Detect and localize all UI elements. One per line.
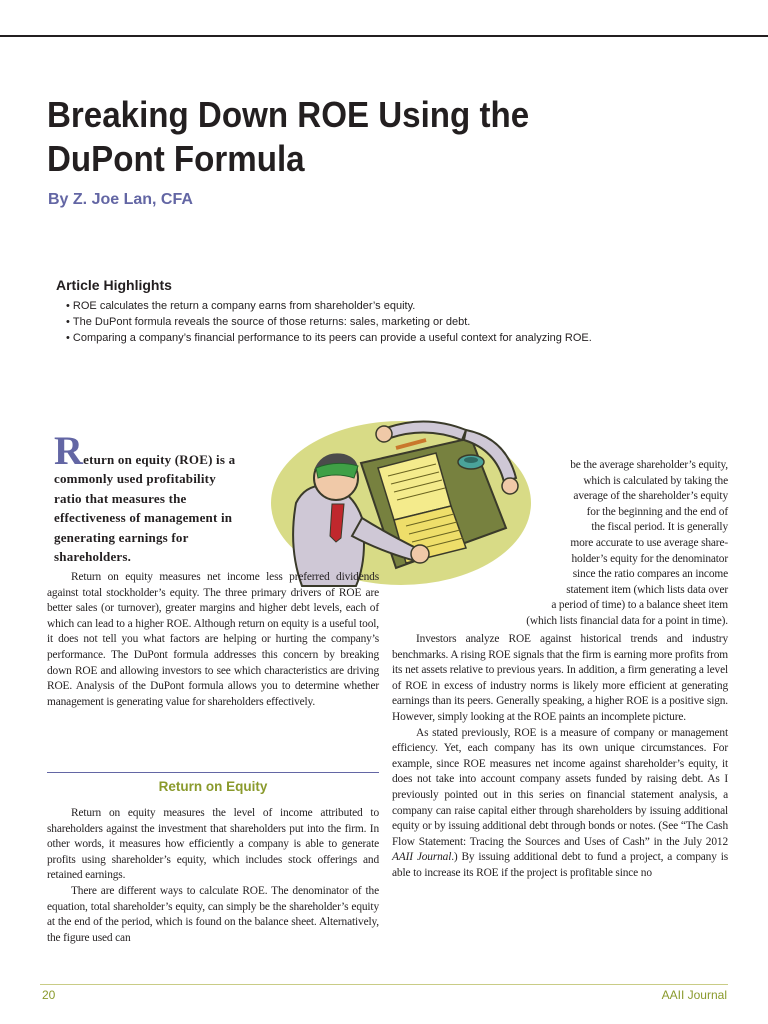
journal-name: AAII Journal xyxy=(661,988,727,1002)
article-title: Breaking Down ROE Using the DuPont Formula xyxy=(47,94,530,179)
footer-rule xyxy=(40,984,728,985)
left-column-bottom xyxy=(47,806,379,946)
highlight-item: • Comparing a company’s financial performance to its peers can provide a useful context for analyzing ROE. xyxy=(66,330,592,346)
wrap-line: average of the shareholder’s equity xyxy=(573,490,728,503)
paragraph-text: As stated previously, ROE is a measure of company or management efficiency. Yet, each company has its own unique circumstances. For example, since ROE measures net income against shareholder’s equity, it does not take into account company assets funded by raising debt. As I previously pointed out in this series on financial statement analysis, a company can raise capital either through shareholders by issuing additional equity or by issuing additional debt through bonds or notes. (See “The Cash Flow Statement: Tracing the Sources and Uses of Cash” in the July 2012 xyxy=(392,726,728,848)
wrap-line: more accurate to use average share- xyxy=(570,536,728,549)
wrap-line: since the ratio compares an income xyxy=(572,568,728,581)
drop-cap: R xyxy=(54,428,84,473)
paragraph-text-end: .) By issuing additional debt to fund a project, a company is able to increase its ROE if the project is profitable since no xyxy=(392,851,728,879)
wrap-line: be the average shareholder’s equity, xyxy=(570,459,728,471)
highlight-item: • ROE calculates the return a company earns from shareholder’s equity. xyxy=(66,298,592,314)
page-number: 20 xyxy=(42,988,56,1002)
body-paragraph xyxy=(392,726,728,882)
body-paragraph: Investors analyze ROE against historical trends and industry benchmarks. A rising ROE signals that the firm is earning more profits from its net assets relative to previous years. In addition, a firm generating a level of ROE in excess of industry norms is likely more efficient at generating earnings than its peers. Generally speaking, a higher ROE is a positive sign. However, simply looking at the ROE paints an incomplete picture. xyxy=(392,633,728,723)
intro-text: eturn on equity (ROE) is a commonly used profitability ratio that measures the effectiveness of management in generating earnings for shareholders. xyxy=(54,452,236,565)
highlight-item: • The DuPont formula reveals the source of those returns: sales, marketing or debt. xyxy=(66,314,592,330)
wrap-line: holder’s equity for the denominator xyxy=(571,552,728,565)
byline: By Z. Joe Lan, CFA xyxy=(48,191,193,208)
body-paragraph: Return on equity measures net income less preferred dividends against total stockholder’s equity. The three primary drivers of ROE are better sales (or turnover), greater margins and higher debt levels, each of which can lead to a higher ROE. Although return on equity is a useful tool, it does not tell you what factors are helping or hurting the company’s performance. The DuPont formula addresses this concern by breaking down ROE and allowing investors to see which characteristics are driving ROE. Analysis of the DuPont formula allows you to determine whether management is generating value for shareholders effectively. xyxy=(47,571,379,708)
intro-paragraph xyxy=(54,428,238,566)
journal-title-italic: AAII Journal xyxy=(392,851,452,864)
left-column-top xyxy=(47,570,379,710)
wrap-line: the fiscal period. It is generally xyxy=(591,521,728,534)
right-column-body xyxy=(392,632,728,882)
body-paragraph: There are different ways to calculate ROE. The denominator of the equation, total shareholder’s equity, can simply be the shareholder’s equity at the end of the period, which is found on the balance sheet. Alternatively, the figure used can xyxy=(47,884,379,944)
wrap-line: statement item (which lists data over xyxy=(566,583,728,596)
top-rule xyxy=(0,35,768,37)
wrap-line: which is calculated by taking the xyxy=(583,474,728,487)
section-rule xyxy=(47,772,379,773)
wrap-line: for the beginning and the end of xyxy=(586,505,728,518)
section-heading: Return on Equity xyxy=(158,779,268,794)
body-paragraph: Return on equity measures the level of income attributed to shareholders against the investment that shareholders put into the firm. In other words, it measures how efficiently a company is able to generate profits using shareholder’s equity, which includes stock offerings and retained earnings. xyxy=(47,807,379,882)
right-column-wrap xyxy=(392,458,728,630)
highlights-heading: Article Highlights xyxy=(56,277,172,293)
wrap-line: a period of time) to a balance sheet item xyxy=(551,599,728,612)
wrap-line: (which lists financial data for a point in time). xyxy=(526,614,728,627)
highlights-list xyxy=(66,298,592,346)
